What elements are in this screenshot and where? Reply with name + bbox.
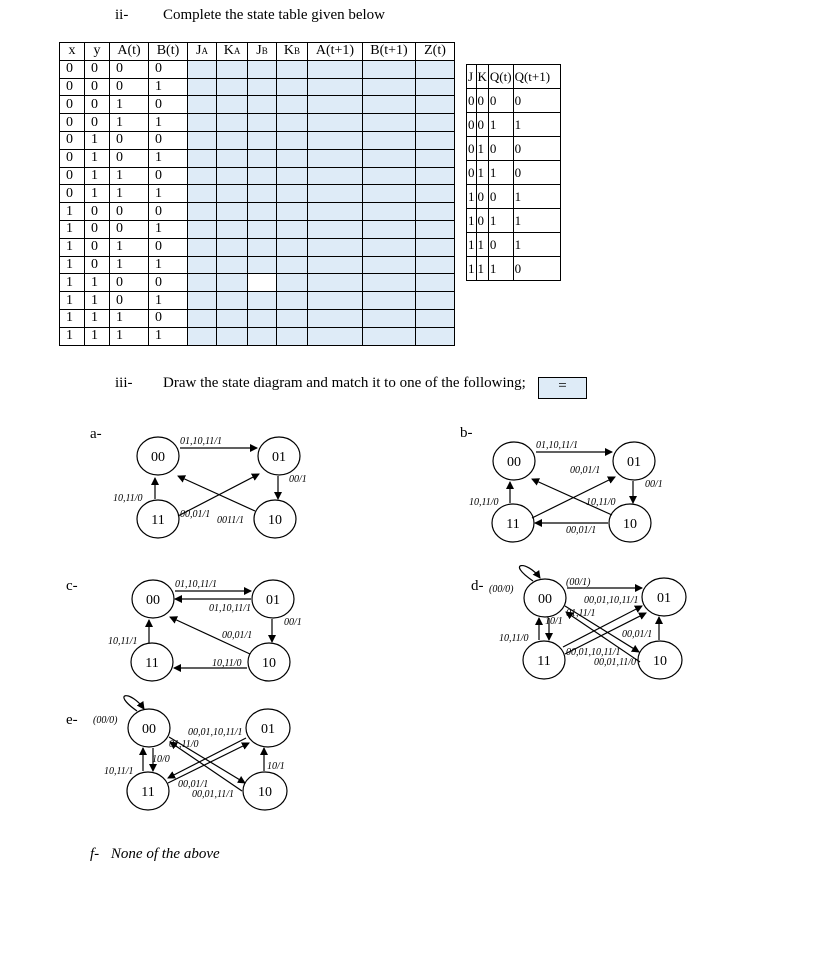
table-cell: 0	[488, 89, 513, 113]
table-cell: 0	[60, 131, 85, 149]
table-cell: 0	[110, 203, 149, 221]
table-cell: 0	[513, 89, 560, 113]
table-cell: 0	[513, 161, 560, 185]
a-state-00: 00	[151, 450, 165, 465]
table-cell: 0	[467, 89, 477, 113]
a-state-10: 10	[268, 513, 282, 528]
table-cell: 1	[110, 96, 149, 114]
c-edge-label: 00,01/1	[222, 630, 253, 641]
jk-col-q: Q(t)	[488, 65, 513, 89]
b-edge-label: 01,10,11/1	[536, 440, 579, 451]
table-cell: 1	[85, 292, 110, 310]
d-state-01: 01	[657, 591, 671, 606]
table-cell: 1	[60, 292, 85, 310]
table-cell: 1	[60, 203, 85, 221]
table-cell: 0	[149, 274, 188, 292]
option-c-label: c-	[66, 578, 78, 594]
col-x: x	[60, 43, 85, 61]
table-cell: 0	[513, 137, 560, 161]
e-state-00: 00	[142, 722, 156, 737]
table-cell: 0	[110, 274, 149, 292]
option-e-label: e-	[66, 712, 78, 728]
e-edge-label: 10,11/1	[104, 766, 134, 777]
table-cell: 0	[467, 113, 477, 137]
table-cell: 1	[513, 113, 560, 137]
part3-instruction: Draw the state diagram and match it to one of the following;	[163, 375, 526, 391]
jk-col-j: J	[467, 65, 477, 89]
table-cell: 0	[488, 137, 513, 161]
c-edge-label: 00/1	[284, 617, 302, 628]
table-cell: 0	[476, 113, 488, 137]
table-cell: 0	[149, 167, 188, 185]
b-edge-label: 10,11/0	[586, 497, 616, 508]
col-ka: KA	[217, 43, 248, 61]
d-state-00: 00	[538, 592, 552, 607]
table-cell: 1	[149, 292, 188, 310]
table-cell: 0	[110, 131, 149, 149]
table-cell: 1	[476, 257, 488, 281]
table-cell: 0	[110, 60, 149, 78]
table-cell: 1	[60, 327, 85, 345]
table-cell: 1	[488, 113, 513, 137]
c-edge-label: 10,11/0	[212, 658, 242, 669]
table-cell: 0	[60, 167, 85, 185]
table-cell: 0	[149, 309, 188, 327]
table-cell: 1	[85, 167, 110, 185]
col-y: y	[85, 43, 110, 61]
d-state-11: 11	[537, 654, 551, 669]
col-z: Z(t)	[416, 43, 455, 61]
part2-number: ii-	[115, 7, 129, 23]
answer-field[interactable]: =	[538, 377, 587, 399]
table-cell: 0	[85, 96, 110, 114]
c-state-11: 11	[145, 656, 159, 671]
table-cell: 1	[149, 327, 188, 345]
b-edge-label: 10,11/0	[469, 497, 499, 508]
table-cell: 1	[149, 114, 188, 132]
d-edge-label: 10/1	[545, 616, 563, 627]
col-a-next: A(t+1)	[308, 43, 363, 61]
col-b: B(t)	[149, 43, 188, 61]
table-cell: 0	[60, 149, 85, 167]
part2-instruction: Complete the state table given below	[163, 7, 386, 23]
table-cell: 1	[149, 78, 188, 96]
d-edge-label: 00,01,11/0	[594, 657, 637, 668]
table-cell: 1	[110, 114, 149, 132]
table-cell: 0	[60, 185, 85, 203]
table-cell: 1	[149, 256, 188, 274]
col-b-next: B(t+1)	[363, 43, 416, 61]
table-cell: 1	[60, 309, 85, 327]
a-edge-label: 10,11/0	[113, 493, 143, 504]
b-state-00: 00	[507, 455, 521, 470]
table-cell: 1	[467, 185, 477, 209]
d-edge-label: 10,11/0	[499, 633, 529, 644]
table-cell: 1	[467, 233, 477, 257]
d-edge-label: 01,11/1	[566, 608, 596, 619]
table-cell: 1	[85, 185, 110, 203]
table-cell: 0	[85, 78, 110, 96]
d-edge-label: 00,01/1	[622, 629, 653, 640]
table-cell: 0	[60, 96, 85, 114]
col-kb: KB	[277, 43, 308, 61]
table-cell: 1	[85, 327, 110, 345]
table-cell: 1	[85, 274, 110, 292]
b-state-01: 01	[627, 455, 641, 470]
table-cell: 1	[110, 185, 149, 203]
table-cell: 0	[149, 131, 188, 149]
table-cell: 0	[85, 203, 110, 221]
table-cell: 1	[467, 209, 477, 233]
e-state-01: 01	[261, 722, 275, 737]
a-edge-label: 00/1	[289, 474, 307, 485]
c-state-01: 01	[266, 593, 280, 608]
d-edge-label: 00,01,10,11/1	[566, 647, 621, 658]
table-cell: 0	[110, 220, 149, 238]
table-cell: 0	[149, 60, 188, 78]
b-edge-label: 00,01/1	[566, 525, 597, 536]
option-a-label: a-	[90, 426, 102, 442]
table-cell: 0	[85, 220, 110, 238]
jk-col-k: K	[476, 65, 488, 89]
table-cell: 1	[513, 185, 560, 209]
e-state-10: 10	[258, 785, 272, 800]
option-f-text: None of the above	[110, 846, 220, 862]
c-edge-label: 01,10,11/1	[209, 603, 252, 614]
table-cell: 0	[60, 78, 85, 96]
table-cell: 1	[110, 309, 149, 327]
part3-number: iii-	[115, 375, 133, 391]
table-cell: 0	[85, 114, 110, 132]
c-edge-label: 01,10,11/1	[175, 579, 218, 590]
table-cell: 1	[60, 256, 85, 274]
d-edge-label: (00/0)	[489, 584, 514, 595]
table-cell: 1	[85, 131, 110, 149]
e-edge-label: 00,01/1	[178, 779, 209, 790]
b-state-10: 10	[623, 517, 637, 532]
table-cell: 1	[110, 327, 149, 345]
table-cell: 1	[476, 137, 488, 161]
table-cell: 1	[110, 167, 149, 185]
table-cell: 0	[476, 185, 488, 209]
table-cell: 1	[85, 309, 110, 327]
table-cell: 1	[60, 274, 85, 292]
table-cell: 1	[513, 233, 560, 257]
a-edge-label: 0011/1	[217, 515, 245, 526]
option-d-label: d-	[471, 578, 484, 594]
a-state-11: 11	[151, 513, 165, 528]
table-cell: 1	[149, 220, 188, 238]
table-cell: 1	[60, 220, 85, 238]
c-edge-label: 10,11/1	[108, 636, 138, 647]
e-edge-label: 01,11/0	[169, 739, 199, 750]
table-cell: 0	[488, 233, 513, 257]
table-cell: 1	[476, 233, 488, 257]
b-state-11: 11	[506, 517, 520, 532]
table-cell: 0	[149, 203, 188, 221]
e-edge-label: 10/0	[152, 754, 170, 765]
e-edge-label: 00,01,10,11/1	[188, 727, 243, 738]
a-edge-label: 01,10,11/1	[180, 436, 223, 447]
table-cell: 0	[467, 137, 477, 161]
b-edge-label: 00,01/1	[570, 465, 601, 476]
table-cell: 1	[149, 185, 188, 203]
option-f-label: f-	[90, 846, 100, 862]
table-cell: 0	[110, 149, 149, 167]
table-cell: 1	[149, 149, 188, 167]
a-state-01: 01	[272, 450, 286, 465]
col-a: A(t)	[110, 43, 149, 61]
table-cell: 1	[110, 256, 149, 274]
option-b-label: b-	[460, 425, 473, 441]
table-cell: 0	[60, 60, 85, 78]
c-state-00: 00	[146, 593, 160, 608]
d-state-10: 10	[653, 654, 667, 669]
c-state-10: 10	[262, 656, 276, 671]
table-cell: 1	[467, 257, 477, 281]
table-cell: 0	[85, 256, 110, 274]
table-cell: 1	[85, 149, 110, 167]
table-cell: 0	[467, 161, 477, 185]
jk-col-qnext: Q(t+1)	[513, 65, 560, 89]
option-f	[90, 846, 220, 863]
e-edge-label: 00,01,11/1	[192, 789, 235, 800]
e-edge-label: 10/1	[267, 761, 285, 772]
b-edge-label: 00/1	[645, 479, 663, 490]
col-jb: JB	[248, 43, 277, 61]
table-cell: 0	[149, 96, 188, 114]
table-cell: 0	[110, 78, 149, 96]
a-edge-label: 00,01/1	[180, 509, 211, 520]
e-edge-label: (00/0)	[93, 715, 118, 726]
table-cell: 1	[488, 209, 513, 233]
table-cell: 0	[476, 89, 488, 113]
table-cell: 0	[85, 238, 110, 256]
table-cell: 0	[85, 60, 110, 78]
table-cell: 0	[476, 209, 488, 233]
table-cell: 0	[513, 257, 560, 281]
d-edge-label: (00/1)	[566, 577, 591, 588]
table-cell: 0	[488, 185, 513, 209]
table-cell: 1	[60, 238, 85, 256]
col-ja: JA	[188, 43, 217, 61]
table-cell: 1	[110, 238, 149, 256]
table-cell: 1	[488, 257, 513, 281]
table-cell: 1	[513, 209, 560, 233]
table-cell: 0	[60, 114, 85, 132]
table-cell: 1	[488, 161, 513, 185]
table-cell: 1	[476, 161, 488, 185]
table-cell: 0	[149, 238, 188, 256]
d-edge-label: 00,01,10,11/1	[584, 595, 639, 606]
table-cell: 0	[110, 292, 149, 310]
e-state-11: 11	[141, 785, 155, 800]
